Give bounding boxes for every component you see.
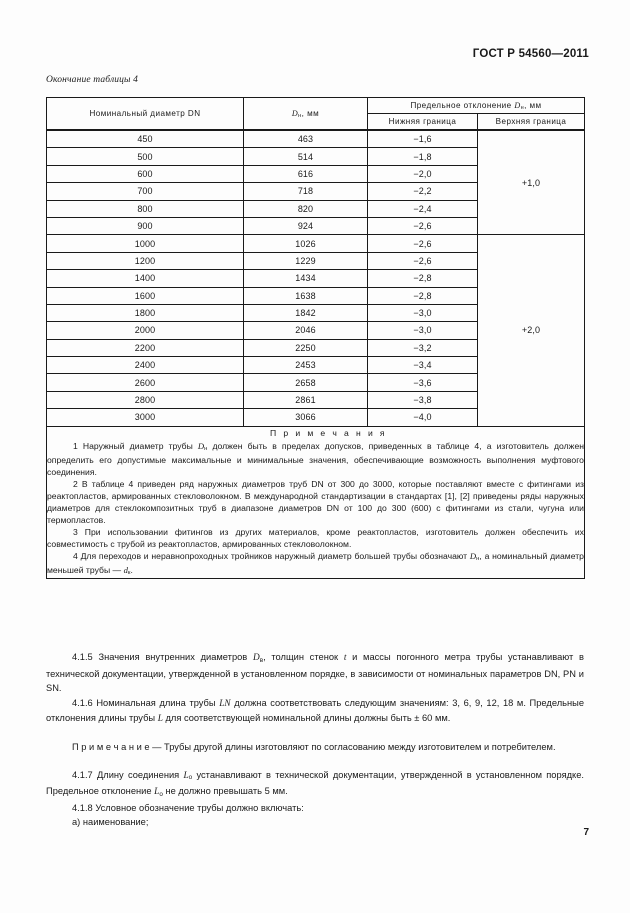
cell-nominal-diameter: 2200 xyxy=(47,339,244,356)
table-header-row-1 xyxy=(47,98,585,114)
cell-nominal-diameter: 1600 xyxy=(47,287,244,304)
cell-nominal-diameter: 1000 xyxy=(47,235,244,252)
cell-nominal-diameter: 2600 xyxy=(47,374,244,391)
note-item-4: 4 Для переходов и неравнопроходных тройников наружный диаметр большей трубы обозначают $D_н$, а номинальный диаметр меньшей трубы — $d_к$. xyxy=(47,550,584,577)
note-item-2: 2 В таблице 4 приведен ряд наружных диаметров труб DN от 300 до 3000, которые поставляют вместе с фитингами из реактопластов, армированных стекловолокном. В международной стандартизации в стандартах [1], [2] приведены ряды наружных диаметров для стеклокомпозитных труб в диапазоне диаметров DN от 100 до 300 (600) с фитингами из стали, чугуна или термопластов. xyxy=(47,478,584,525)
cell-lower-limit: −3,4 xyxy=(368,357,478,374)
table-notes xyxy=(47,426,585,578)
notes-row xyxy=(47,426,585,578)
cell-nominal-diameter: 450 xyxy=(47,130,244,148)
cell-lower-limit: −3,8 xyxy=(368,391,478,408)
cell-lower-limit: −2,6 xyxy=(368,252,478,269)
cell-outer-diameter: 463 xyxy=(244,130,368,148)
cell-outer-diameter: 514 xyxy=(244,148,368,165)
note-item-1: 1 Наружный диаметр трубы $D_н$ должен быть в пределах допусков, приведенных в таблице 4, а изготовитель должен определить его допустимые максимальные и минимальные значения, обеспечивающие возможность выполнения муфтового соединения. xyxy=(47,440,585,477)
limit-deviation-label: Предельное отклонение xyxy=(410,101,515,110)
notes-title: П р и м е ч а н и я xyxy=(270,427,387,438)
cell-outer-diameter: 1026 xyxy=(244,235,368,252)
cell-lower-limit: −4,0 xyxy=(368,409,478,426)
var-dh: D xyxy=(291,109,299,118)
table-head xyxy=(47,98,585,131)
cell-lower-limit: −3,6 xyxy=(368,374,478,391)
table-body xyxy=(47,130,585,426)
cell-nominal-diameter: 3000 xyxy=(47,409,244,426)
note-item-3: 3 При использовании фитингов из других материалов, кроме реактопластов, изготовитель должен обеспечить их совместимость с трубой из реактопластов, армированных стекловолокном. xyxy=(47,526,584,549)
cell-lower-limit: −2,0 xyxy=(368,165,478,182)
cell-outer-diameter: 2453 xyxy=(244,357,368,374)
clause-4-1-8: 4.1.8 Условное обозначение трубы должно включать: xyxy=(72,802,304,813)
cell-lower-limit: −2,6 xyxy=(368,217,478,234)
cell-nominal-diameter: 600 xyxy=(47,165,244,182)
clause-4-1-5: 4.1.5 Значения внутренних диаметров $D_в$, толщин стенок t и массы погонного метра трубы устанавливают в технической документации, утвержденной в установленном порядке, в зависимости от номинальных параметров DN, PN и SN. xyxy=(46,652,584,694)
standard-header: ГОСТ Р 54560—2011 xyxy=(472,48,589,60)
cell-lower-limit: −3,0 xyxy=(368,304,478,321)
table-row xyxy=(47,235,585,252)
cell-lower-limit: −2,4 xyxy=(368,200,478,217)
table-foot xyxy=(47,426,585,578)
cell-outer-diameter: 2861 xyxy=(244,391,368,408)
cell-lower-limit: −2,8 xyxy=(368,270,478,287)
var-dh-sub: н xyxy=(298,113,302,120)
cell-lower-limit: −2,8 xyxy=(368,287,478,304)
col-header-limit-deviation xyxy=(368,98,585,114)
cell-nominal-diameter: 2000 xyxy=(47,322,244,339)
cell-nominal-diameter: 1400 xyxy=(47,270,244,287)
table-row xyxy=(47,130,585,148)
cell-nominal-diameter: 900 xyxy=(47,217,244,234)
col-header-upper-limit: Верхняя граница xyxy=(478,114,585,131)
cell-outer-diameter: 3066 xyxy=(244,409,368,426)
clause-4-1-8-a: а) наименование; xyxy=(72,817,149,828)
cell-upper-limit-group: +2,0 xyxy=(478,235,585,426)
cell-nominal-diameter: 700 xyxy=(47,183,244,200)
cell-lower-limit: −2,2 xyxy=(368,183,478,200)
cell-nominal-diameter: 1800 xyxy=(47,304,244,321)
diameter-tolerance-table xyxy=(46,97,585,579)
cell-outer-diameter: 2250 xyxy=(244,339,368,356)
body-content xyxy=(46,650,584,830)
clause-4-1-7: 4.1.7 Длину соединения $L_о$ устанавливают в технической документации, утвержденной в установленном порядке. Предельное отклонение $L_о$ не должно превышать 5 мм. xyxy=(46,769,584,798)
cell-nominal-diameter: 1200 xyxy=(47,252,244,269)
table-caption: Окончание таблицы 4 xyxy=(46,75,139,85)
cell-outer-diameter: 616 xyxy=(244,165,368,182)
cell-lower-limit: −3,0 xyxy=(368,322,478,339)
cell-lower-limit: −2,6 xyxy=(368,235,478,252)
cell-outer-diameter: 2658 xyxy=(244,374,368,391)
cell-lower-limit: −1,8 xyxy=(368,148,478,165)
unit-mm-dh: , мм xyxy=(301,109,320,118)
var-dh-dev-sub: н xyxy=(520,105,525,112)
cell-nominal-diameter: 800 xyxy=(47,200,244,217)
page-number: 7 xyxy=(583,827,589,838)
cell-lower-limit: −1,6 xyxy=(368,130,478,148)
cell-nominal-diameter: 500 xyxy=(47,148,244,165)
cell-outer-diameter: 718 xyxy=(244,183,368,200)
cell-outer-diameter: 820 xyxy=(244,200,368,217)
inline-note: П р и м е ч а н и е — Трубы другой длины изготовляют по согласованию между изготовителем и потребителем. xyxy=(72,741,556,752)
cell-upper-limit-group: +1,0 xyxy=(478,130,585,235)
col-header-outer-diameter xyxy=(244,98,368,131)
cell-outer-diameter: 1434 xyxy=(244,270,368,287)
cell-outer-diameter: 1638 xyxy=(244,287,368,304)
col-header-nominal-diameter: Номинальный диаметр DN xyxy=(47,98,244,131)
var-dh-dev: D xyxy=(514,101,521,110)
table-4-continued xyxy=(46,97,584,579)
cell-nominal-diameter: 2800 xyxy=(47,391,244,408)
clause-4-1-6: 4.1.6 Номинальная длина трубы LN должна соответствовать следующим значениям: 3, 6, 9, 12, 18 м. Предельные отклонения длины трубы L для соответствующей номинальной длины должны быть ± 60 мм. xyxy=(46,697,584,725)
cell-nominal-diameter: 2400 xyxy=(47,357,244,374)
unit-mm-dev: , мм xyxy=(524,101,542,110)
cell-outer-diameter: 1842 xyxy=(244,304,368,321)
cell-outer-diameter: 1229 xyxy=(244,252,368,269)
cell-outer-diameter: 2046 xyxy=(244,322,368,339)
cell-lower-limit: −3,2 xyxy=(368,339,478,356)
cell-outer-diameter: 924 xyxy=(244,217,368,234)
col-header-lower-limit: Нижняя граница xyxy=(368,114,478,131)
